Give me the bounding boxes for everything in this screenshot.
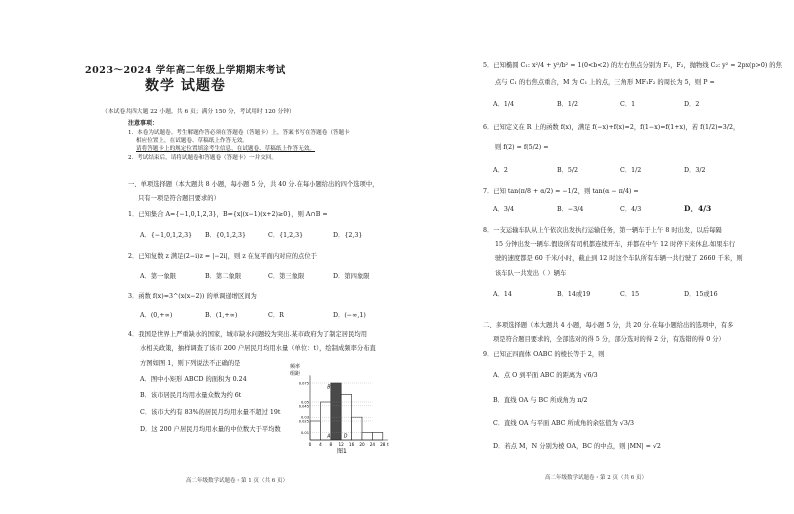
exam-title: 2023～2024 学年高二年级上学期期末考试 [85, 65, 286, 76]
q3-option-d: D．(−∞,1) [333, 312, 366, 319]
q5-option-c: C．1 [620, 101, 636, 108]
hist-x-tick: 20 [359, 442, 365, 447]
q2-stem: 2．已知复数 z 满足(2−i)z = |−2i|，则 z 在复平面内对应的点位于 [128, 253, 317, 260]
hist-x-tick: t [387, 442, 389, 447]
hist-x-tick: 16 [348, 442, 355, 447]
hist-bar [352, 417, 362, 440]
hist-ylabel-top: 频率 [290, 364, 301, 370]
q2-option-a: A．第一象限 [140, 273, 177, 280]
q1-option-b: B．{0,1,2,3} [205, 232, 246, 239]
frequency-histogram [288, 362, 400, 454]
q4-option-d: D．这 200 户居民月均用水量的中位数大于平均数 [140, 426, 281, 433]
exam-info: （本试卷共四大题 22 小题，共 6 页；满分 150 分，考试用时 120 分钟） [102, 109, 295, 115]
hist-bar [310, 421, 320, 440]
q7-stem: 7．已知 tan(π/8 + α/2) = −1/2，则 tan(α − π/4) = [483, 188, 639, 195]
q6-option-a: A．2 [493, 167, 508, 174]
q2-option-d: D．第四象限 [333, 273, 370, 280]
right-footer: 高二年级数学试题卷・第 2 页（共 6 页） [545, 475, 647, 481]
hist-ylabel-bottom: 组距 [290, 371, 301, 377]
q5-stem-b: 点与 C₁ 的右焦点重合，M 为 C₁ 上的点，三角形 MF₁F₂ 的周长为 5，则 P = [495, 79, 715, 86]
q9-stem: 9．已知正四面体 OABC 的棱长等于 2，则 [483, 351, 605, 358]
q3-option-c: C．R [268, 312, 284, 319]
hist-bar [372, 432, 382, 440]
q2-option-c: C．第三象限 [268, 273, 305, 280]
q3-option-b: B．(1,+∞) [205, 312, 238, 319]
hist-bar [331, 383, 341, 440]
q7-option-a: A．3/4 [493, 206, 514, 213]
q8-option-b: B．14或19 [557, 291, 591, 298]
hist-y-tick: 0.01 [300, 430, 309, 435]
q3-option-a: A．(0,+∞) [140, 312, 173, 319]
hist-corner-label: A [327, 434, 331, 440]
hist-y-tick: 0.025 [298, 419, 309, 424]
section2-heading-a: 二、多项选择题（本大题共 4 小题，每小题 5 分，共 20 分.在每小题给出的选项中，有多 [483, 322, 734, 329]
q6-option-d: D．3/2 [684, 167, 706, 174]
hist-caption: 图1 [337, 448, 347, 454]
hist-y-tick: 0.045 [298, 404, 309, 409]
notice-heading: 注意事项： [128, 120, 159, 127]
section1-heading-a: 一、单项选择题（本大题共 8 小题，每小题 5 分，共 40 分.在每小题给出的四个选项中， [128, 181, 379, 188]
notice-1b: 相应位置上，在试题卷、草稿纸上作答无效。 [136, 138, 248, 144]
hist-x-tick: 0 [308, 442, 312, 447]
exam-subtitle: 数学 试题卷 [145, 78, 226, 94]
section1-heading-b: 只有一项是符合题目要求的） [138, 195, 220, 202]
q4-option-c: C．该市大约有 83%的居民月均用水量不超过 19t [140, 409, 281, 416]
q3-stem: 3．函数 f(x)=3^(x(x−2)) 的单调递增区间为 [128, 293, 257, 300]
q6-option-c: C．1/2 [620, 167, 642, 174]
notice-1a: 1．本卷为试题卷。考生解题作答必须在答题卷（答题卡）上，答案书写在答题卷（答题卡 [128, 130, 350, 136]
q6-stem-b: 则 f(2) = f(5/2) = [495, 144, 549, 151]
right-page [397, 0, 794, 514]
q9-option-b: B．直线 OA 与 BC 所成角为 π/2 [493, 397, 588, 404]
hist-y-tick: 0.075 [298, 381, 309, 386]
hist-x-tick: 28 [380, 442, 386, 447]
q1-option-d: D．{2,3} [333, 232, 363, 239]
hist-x-tick: 8 [329, 442, 333, 447]
q8-stem-d: 该车队一共发出（ ）辆车 [495, 270, 567, 277]
hist-x-tick: 12 [338, 442, 344, 447]
hist-x-tick: 4 [319, 442, 322, 447]
q2-option-b: B．第二象限 [205, 273, 242, 280]
q5-option-b: B．1/2 [557, 101, 579, 108]
q4-option-a: A．图中小矩形 ABCD 的面积为 0.24 [140, 376, 247, 383]
q9-option-d: D．若点 M，N 分别为棱 OA，BC 的中点，则 |MN| = √2 [493, 443, 661, 450]
hist-bar [362, 432, 372, 440]
q7-option-d: D．4/3 [684, 204, 712, 213]
section2-heading-b: 项是符合题目要求的，全部选对的得 5 分，部分选对的得 2 分，有选错的得 0 分） [493, 336, 725, 343]
q4-option-b: B．该市居民月均用水量众数为约 6t [140, 392, 242, 399]
q4-stem-c: 方图如图 1，则下列说法不正确的是 [140, 360, 241, 367]
q5-option-d: D．2 [684, 101, 700, 108]
q8-option-d: D．15或16 [684, 291, 718, 298]
q5-stem-a: 5．已知椭圆 C₁: x²/4 + y²/b² = 1(0<b<2) 的左右焦点分别为 F₁，F₂，抛物线 C₂: y² = 2px(p>0) 的焦 [483, 62, 782, 69]
q8-stem-c: 驶的速度都是 60 千米/小时，截止到 12 时这个车队所有车辆一共行驶了 2660 千米，则 [495, 255, 743, 262]
hist-corner-label: C [343, 385, 348, 391]
q8-option-c: C．15 [620, 291, 640, 298]
hist-corner-label: B [327, 385, 331, 391]
hist-x-tick: 24 [369, 442, 376, 447]
hist-corner-label: D [343, 434, 348, 440]
q8-option-a: A．14 [493, 291, 512, 298]
left-footer: 高二年级数学试题卷・第 1 页（共 6 页） [186, 478, 288, 484]
notice-1c: 请将答题卡上的规定位置填涂考生信息，在试题卷、草稿纸上作答无效。 [136, 146, 316, 152]
hist-y-tick: 0.03 [300, 415, 309, 420]
q6-stem-a: 6．已知定义在 R 上的函数 f(x)，满足 f(−x)+f(x)=2，f(1−x)=f(1+x)，若 f(1/2)=3/2， [483, 124, 740, 131]
q1-stem: 1．已知集合 A={−1,0,1,2,3}，B={x|(x−1)(x+2)≥0}，则 A∩B = [128, 211, 328, 218]
q8-stem-a: 8．一支运输车队从上午依次出发执行运输任务，第一辆车于上午 8 时出发，以后每隔 [483, 227, 722, 234]
q7-option-c: C．4/3 [620, 206, 642, 213]
q4-stem-a: 4．我国是世界上严重缺水的国家，城市缺水问题较为突出.某市政府为了制定居民均用 [128, 331, 367, 338]
q9-option-c: C．直线 OA 与平面 ABC 所成角的余弦值为 √3/3 [493, 420, 634, 427]
q9-option-a: A．点 O 到平面 ABC 的距离为 √6/3 [493, 372, 598, 379]
q6-option-b: B．5/2 [557, 167, 579, 174]
notice-2: 2．考试结束后，请将试题卷和答题卷（答题卡）一并交回。 [128, 155, 277, 161]
q5-option-a: A．1/4 [493, 101, 514, 108]
hist-y-tick: 0.05 [300, 400, 309, 405]
q1-option-a: A．{−1,0,1,2,3} [140, 232, 193, 239]
q8-stem-b: 15 分钟出发一辆车.假设所有司机都连续开车，并都在中午 12 时停下来休息.如果车行 [495, 241, 736, 248]
q7-option-b: B．−3/4 [557, 206, 584, 213]
q1-option-c: C．{1,2,3} [268, 232, 304, 239]
q4-stem-b: 水相关政策，抽样调查了该市 200 户居民月均用水量（单位：t），绘制成频率分布直 [140, 345, 376, 352]
